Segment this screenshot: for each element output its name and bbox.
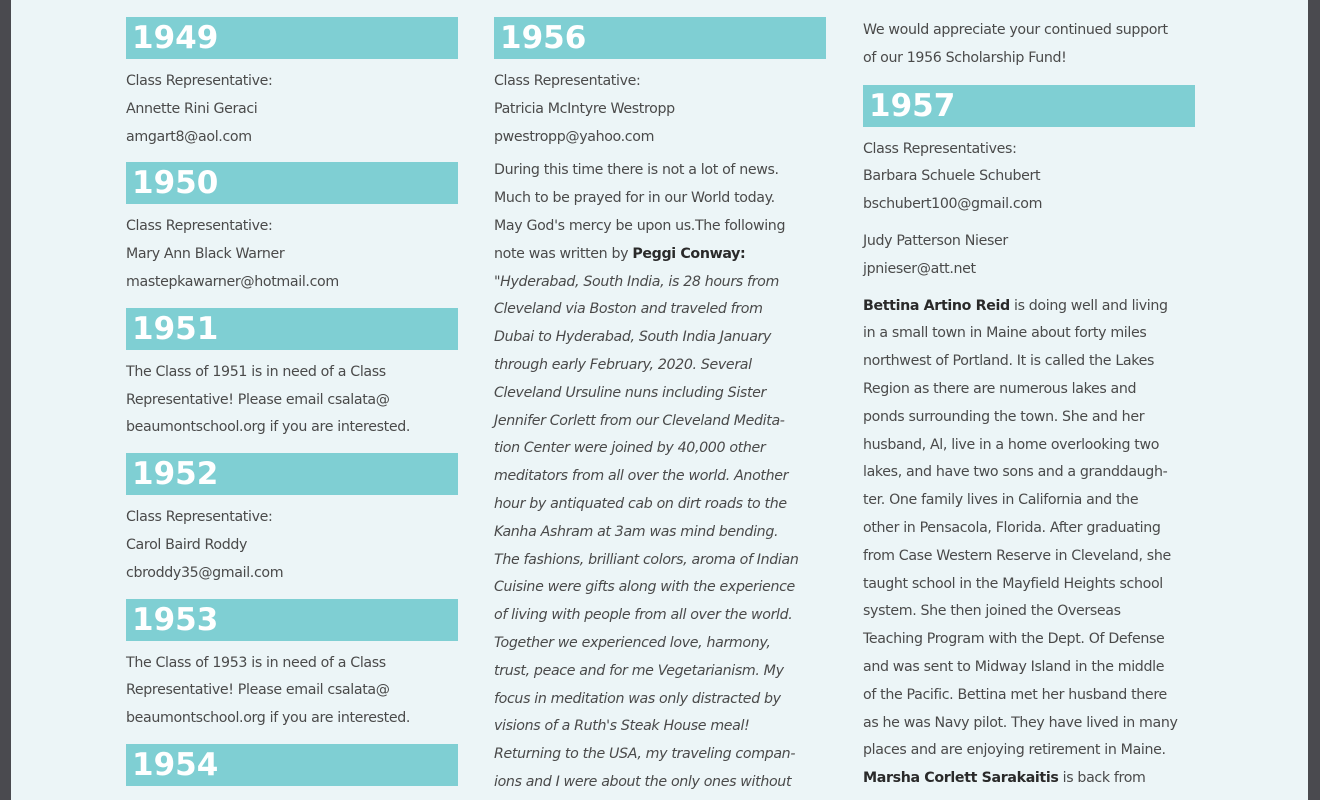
year-header-bar (863, 85, 1195, 127)
rep-email: cbroddy35@gmail.com (126, 564, 284, 581)
year-header-bar (126, 162, 458, 204)
notice-text: Representative! Please email csalata@ (126, 391, 390, 408)
year-header-bar (126, 599, 458, 641)
section-1952 (126, 453, 458, 587)
notice-text: beaumontschool.org if you are interested. (126, 419, 411, 436)
byline (494, 241, 826, 269)
body-text: Teaching Program with the Dept. Of Defense (863, 631, 1165, 648)
section-1953 (126, 599, 458, 733)
section-1950 (126, 162, 458, 296)
marsha-paragraph-start (863, 765, 1195, 793)
rep-name: Annette Rini Geraci (126, 100, 258, 117)
person-name: Marsha Corlett Sarakaitis (863, 770, 1059, 787)
body-text: May God's mercy be upon us.The following (494, 217, 786, 234)
quote-line: Cuisine were gifts along with the experience (494, 579, 795, 596)
body-text: from Case Western Reserve in Cleveland, she (863, 547, 1171, 564)
quote-line: Cleveland Ursuline nuns including Sister (494, 384, 767, 401)
year-heading: 1952 (132, 456, 219, 493)
quote-block (494, 269, 826, 797)
rep-label: Class Representative: (126, 73, 273, 89)
body-text: taught school in the Mayfield Heights school (863, 575, 1163, 592)
year-heading: 1950 (132, 165, 219, 202)
quote-line: The fashions, brilliant colors, aroma of Indian (494, 551, 799, 568)
rep-name: Barbara Schuele Schubert (863, 168, 1041, 185)
year-header-bar (126, 17, 458, 59)
rep-name: Mary Ann Black Warner (126, 246, 285, 263)
year-heading: 1954 (132, 746, 219, 783)
notice-text: The Class of 1951 is in need of a Class (126, 363, 386, 380)
body-text: system. She then joined the Overseas (863, 603, 1121, 620)
rep-name: Patricia McIntyre Westropp (494, 100, 675, 117)
year-heading: 1949 (132, 20, 219, 56)
body-text: During this time there is not a lot of news. (494, 162, 779, 179)
rep-label: Class Representative: (126, 218, 273, 235)
quote-line: meditators from all over the world. Another (494, 468, 789, 485)
quote-line: trust, peace and for me Vegetarianism. My (494, 662, 784, 679)
body-text: of the Pacific. Bettina met her husband there (863, 686, 1167, 703)
quote-line: Cleveland via Boston and traveled from (494, 301, 763, 318)
year-heading: 1956 (500, 20, 587, 56)
rep-label: Class Representative: (126, 509, 273, 526)
bettina-paragraph-start (863, 293, 1195, 321)
body-text: northwest of Portland. It is called the Lakes (863, 353, 1155, 370)
rep-name: Carol Baird Roddy (126, 536, 248, 553)
quote-line: tion Center were joined by 40,000 other (494, 440, 766, 457)
quote-line: focus in meditation was only distracted by (494, 690, 781, 707)
year-header-bar (494, 17, 826, 59)
year-heading: 1953 (132, 601, 219, 638)
body-text: and was sent to Midway Island in the middle (863, 658, 1165, 675)
document-page (11, 0, 1308, 800)
notice-text: The Class of 1953 is in need of a Class (126, 654, 386, 671)
quote-line: Returning to the USA, my traveling compan- (494, 746, 796, 763)
year-header-bar (126, 308, 458, 350)
quote-line: Kanha Ashram at 3am was mind bending. (494, 523, 779, 540)
author-name: Peggi Conway: (632, 245, 746, 262)
year-header-bar (126, 744, 458, 786)
quote-line: visions of a Ruth's Steak House meal! (494, 718, 750, 735)
section-1954 (126, 744, 458, 786)
notice-text: Representative! Please email csalata@ (126, 682, 390, 699)
body-text: husband, Al, live in a home overlooking two (863, 436, 1160, 453)
body-text: is doing well and living (1009, 297, 1168, 314)
column-2 (494, 17, 826, 797)
column-3 (863, 17, 1195, 793)
quote-line: ions and I were about the only ones without (494, 773, 792, 790)
section-1951 (126, 308, 458, 442)
rep-email: mastepkawarner@hotmail.com (126, 273, 339, 290)
year-heading: 1951 (132, 310, 219, 347)
year-heading: 1957 (869, 87, 956, 124)
quote-line: Jennifer Corlett from our Cleveland Medita- (494, 412, 785, 429)
body-text: in a small town in Maine about forty miles (863, 325, 1147, 342)
rep-email: jpnieser@att.net (863, 260, 976, 277)
body-text: as he was Navy pilot. They have lived in many (863, 714, 1178, 731)
quote-line: hour by antiquated cab on dirt roads to the (494, 495, 787, 512)
rep-email: amgart8@aol.com (126, 128, 252, 145)
body-text: places and are enjoying retirement in Maine. (863, 742, 1166, 759)
person-name: Bettina Artino Reid (863, 297, 1010, 314)
quote-line: of living with people from all over the world. (494, 607, 793, 624)
rep-email: pwestropp@yahoo.com (494, 128, 655, 145)
year-header-bar (126, 453, 458, 495)
quote-line: through early February, 2020. Several (494, 356, 752, 373)
rep-label: Class Representative: (494, 73, 641, 89)
body-text: Much to be prayed for in our World today. (494, 190, 775, 207)
section-1949 (126, 17, 458, 151)
rep-label: Class Representatives: (863, 140, 1017, 157)
quote-line: Together we experienced love, harmony, (494, 634, 771, 651)
body-text: ponds surrounding the town. She and her (863, 408, 1145, 425)
support-text: of our 1956 Scholarship Fund! (863, 49, 1067, 66)
quote-line: Dubai to Hyderabad, South India January (494, 329, 772, 346)
body-text: lakes, and have two sons and a granddaugh- (863, 464, 1168, 481)
body-text: is back from (1058, 770, 1146, 787)
body-text: other in Pensacola, Florida. After graduating (863, 519, 1161, 536)
support-text: We would appreciate your continued support (863, 22, 1168, 38)
quote-line: "Hyderabad, South India, is 28 hours from (494, 273, 779, 290)
column-1 (126, 17, 458, 786)
rep-email: bschubert100@gmail.com (863, 196, 1043, 213)
notice-text: beaumontschool.org if you are interested. (126, 710, 411, 727)
body-text: ter. One family lives in California and the (863, 492, 1139, 509)
rep-name: Judy Patterson Nieser (863, 232, 1008, 249)
body-text: Region as there are numerous lakes and (863, 380, 1137, 397)
byline-prefix: note was written by (494, 245, 633, 262)
